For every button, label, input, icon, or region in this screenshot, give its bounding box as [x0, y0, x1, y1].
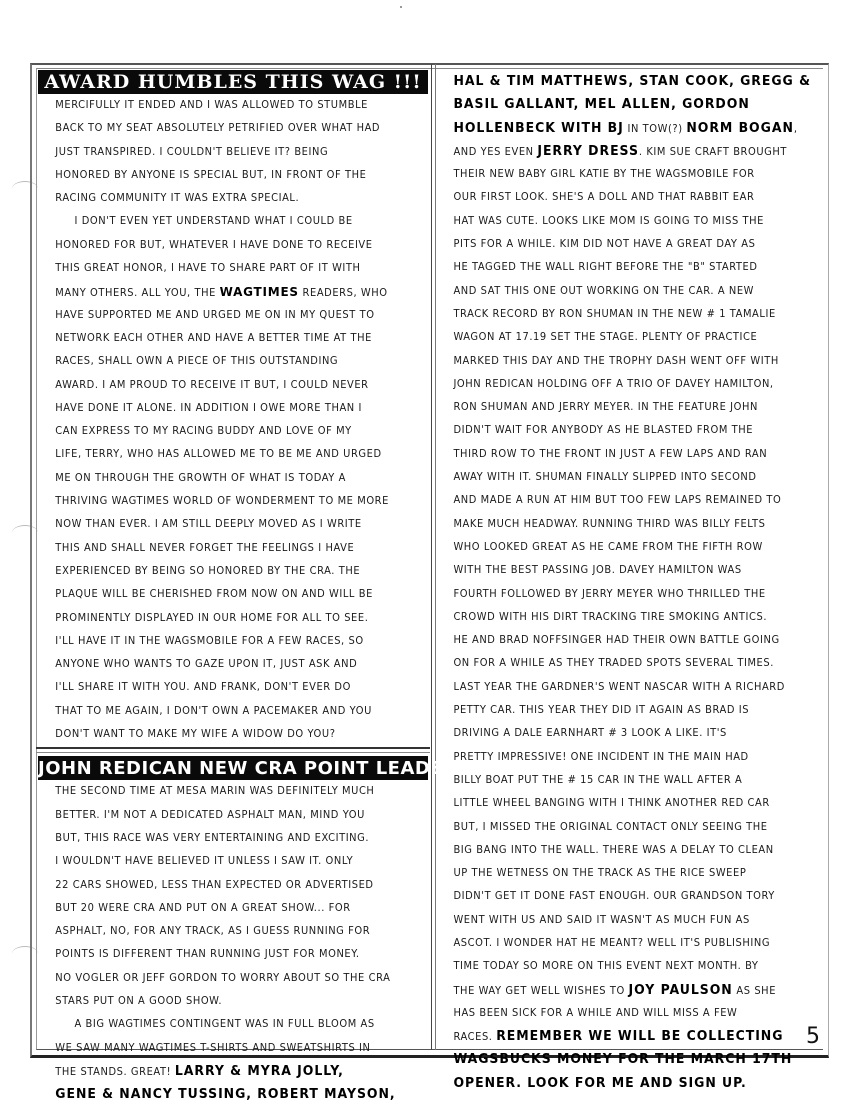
article-separator — [36, 747, 430, 753]
right-column — [440, 70, 822, 1095]
bold-names: HAL & TIM MATTHEWS, STAN COOK, GREGG & — [453, 74, 811, 89]
text-line: BUT, I MISSED THE ORIGINAL CONTACT ONLY SEEING THE — [453, 820, 768, 833]
text-line: RACES, SHALL OWN A PIECE OF THIS OUTSTANDING — [55, 355, 339, 368]
wagsbucks-announcement: WAGSBUCKS MONEY FOR THE MARCH 17TH — [453, 1052, 793, 1068]
text-line: AND MADE A RUN AT HIM BUT TOO FEW LAPS REMAINED TO — [453, 494, 782, 507]
text-line: LIFE, TERRY, WHO HAS ALLOWED ME TO BE ME AND URGED — [55, 448, 382, 461]
bold-names: HOLLENBECK WITH BJ — [453, 120, 624, 136]
text-line: MAKE MUCH HEADWAY. RUNNING THIRD WAS BILLY FELTS — [453, 517, 766, 530]
text-line: HAVE DONE IT ALONE. IN ADDITION I OWE MORE THAN I — [55, 401, 362, 414]
text-line: DIDN'T GET IT DONE FAST ENOUGH. OUR GRANDSON TORY — [453, 890, 775, 903]
column-divider — [431, 64, 436, 1050]
text-fragment: , — [793, 122, 798, 135]
text-line: DON'T WANT TO MAKE MY WIFE A WIDOW DO YOU? — [55, 728, 336, 741]
left-column — [38, 70, 458, 1106]
text-line: NOW THAN EVER. I AM STILL DEEPLY MOVED AS I WRITE — [55, 518, 362, 531]
text-line: I DON'T EVEN YET UNDERSTAND WHAT I COULD BE — [74, 215, 353, 228]
text-line: HAT WAS CUTE. LOOKS LIKE MOM IS GOING TO MISS THE — [453, 214, 764, 227]
text-line: BACK TO MY SEAT ABSOLUTELY PETRIFIED OVER WHAT HAD — [55, 122, 381, 135]
text-line: CROWD WITH HIS DIRT TRACKING TIRE SMOKING ANTICS. — [453, 610, 768, 623]
text-line: WITH THE BEST PASSING JOB. DAVEY HAMILTON WAS — [453, 564, 742, 577]
page-number: 5 — [806, 1024, 820, 1049]
text-line: THIRD ROW TO THE FRONT IN JUST A FEW LAPS AND RAN — [453, 447, 768, 460]
text-line: WE SAW MANY WAGTIMES T-SHIRTS AND SWEATSHIRTS IN — [55, 1041, 371, 1054]
text-line: WENT WITH US AND SAID IT WASN'T AS MUCH FUN AS — [453, 913, 750, 926]
text-fragment: . KIM SUE CRAFT BROUGHT — [638, 145, 788, 158]
text-line: FOURTH FOLLOWED BY JERRY MEYER WHO THRILLED THE — [453, 587, 766, 600]
article-continued-body — [440, 70, 811, 1095]
text-line: AWARD. I AM PROUD TO RECEIVE IT BUT, I COULD NEVER — [55, 378, 369, 391]
text-line: UP THE WETNESS ON THE TRACK AS THE RICE SWEEP — [453, 867, 747, 880]
article-award-body — [38, 94, 412, 746]
text-line: THIS AND SHALL NEVER FORGET THE FEELINGS I HAVE — [55, 541, 355, 554]
text-line: THAT TO ME AGAIN, I DON'T OWN A PACEMAKER AND YOU — [55, 704, 372, 717]
text-line: MARKED THIS DAY AND THE TROPHY DASH WENT OFF WITH — [453, 354, 779, 367]
headline-john-redican: JOHN REDICAN NEW CRA POINT LEADER — [38, 758, 458, 780]
text-line: RACING COMMUNITY IT WAS EXTRA SPECIAL. — [55, 192, 300, 205]
headline-award-humbles: AWARD HUMBLES THIS WAG !!! — [38, 70, 428, 94]
text-line: ON FOR A WHILE AS THEY TRADED SPOTS SEVERAL TIMES. — [453, 657, 774, 670]
text-line: LITTLE WHEEL BANGING WITH I THINK ANOTHER RED CAR — [453, 797, 770, 810]
text-line — [55, 280, 406, 303]
text-line — [55, 1060, 406, 1083]
text-line: THRIVING WAGTIMES WORLD OF WONDERMENT TO ME MORE — [55, 495, 389, 508]
wagtimes-bold-name: WAGTIMES — [219, 284, 299, 300]
text-line: PLAQUE WILL BE CHERISHED FROM NOW ON AND WILL BE — [55, 588, 373, 601]
text-fragment: READERS, WHO — [298, 287, 388, 300]
text-line: EXPERIENCED BY BEING SO HONORED BY THE CRA. THE — [55, 564, 361, 577]
text-line: ANYONE WHO WANTS TO GAZE UPON IT, JUST ASK AND — [55, 658, 358, 671]
text-line: PITS FOR A WHILE. KIM DID NOT HAVE A GREAT DAY AS — [453, 238, 756, 251]
text-line: CAN EXPRESS TO MY RACING BUDDY AND LOVE OF MY — [55, 425, 352, 438]
text-fragment: AND YES EVEN — [453, 145, 538, 158]
text-line: HAS BEEN SICK FOR A WHILE AND WILL MISS A FEW — [453, 1006, 738, 1019]
text-line: JUST TRANSPIRED. I COULDN'T BELIEVE IT? BEING — [55, 145, 329, 158]
text-line: THIS GREAT HONOR, I HAVE TO SHARE PART OF IT WITH — [55, 262, 361, 275]
text-line: MERCIFULLY IT ENDED AND I WAS ALLOWED TO STUMBLE — [55, 99, 368, 111]
text-line: AND SAT THIS ONE OUT WORKING ON THE CAR. A NEW — [453, 284, 755, 297]
wagsbucks-announcement: OPENER. LOOK FOR ME AND SIGN UP. — [453, 1075, 747, 1091]
text-line: NETWORK EACH OTHER AND HAVE A BETTER TIME AT THE — [55, 331, 372, 344]
text-fragment: AS SHE — [732, 984, 777, 997]
text-line: HE TAGGED THE WALL RIGHT BEFORE THE "B" STARTED — [453, 261, 758, 274]
text-line — [453, 1072, 801, 1095]
text-line: RON SHUMAN AND JERRY MEYER. IN THE FEATURE JOHN — [453, 401, 758, 414]
text-line — [453, 1025, 801, 1048]
text-line: BUT 20 WERE CRA AND PUT ON A GREAT SHOW... FOR — [55, 901, 351, 914]
article-redican-body — [38, 780, 412, 1106]
text-line: I WOULDN'T HAVE BELIEVED IT UNLESS I SAW IT. ONLY — [55, 855, 354, 868]
text-line: POINTS IS DIFFERENT THAN RUNNING JUST FOR MONEY. — [55, 948, 360, 961]
text-line: OUR FIRST LOOK. SHE'S A DOLL AND THAT RABBIT EAR — [453, 191, 755, 204]
text-line: AWAY WITH IT. SHUMAN FINALLY SLIPPED INTO SECOND — [453, 471, 757, 484]
bold-names: NORM BOGAN — [686, 120, 794, 136]
text-line: PROMINENTLY DISPLAYED IN OUR HOME FOR ALL TO SEE. — [55, 611, 369, 624]
text-fragment: THE STANDS. GREAT! — [55, 1065, 175, 1078]
text-line: DRIVING A DALE EARNHART # 3 LOOK A LIKE. IT'S — [453, 727, 727, 740]
text-line — [453, 979, 801, 1002]
text-fragment: RACES. — [453, 1031, 497, 1044]
text-line — [453, 140, 801, 163]
text-line: NO VOGLER OR JEFF GORDON TO WORRY ABOUT SO THE CRA — [55, 971, 391, 984]
text-line: I'LL HAVE IT IN THE WAGSMOBILE FOR A FEW RACES, SO — [55, 634, 364, 647]
bold-names: BASIL GALLANT, MEL ALLEN, GORDON — [453, 97, 750, 113]
text-line: TRACK RECORD BY RON SHUMAN IN THE NEW # 1 TAMALIE — [453, 307, 776, 320]
text-line: THEIR NEW BABY GIRL KATIE BY THE WAGSMOBILE FOR — [453, 168, 755, 181]
text-line: ME ON THROUGH THE GROWTH OF WHAT IS TODAY A — [55, 471, 346, 484]
scan-speck — [400, 6, 402, 8]
text-line: ASCOT. I WONDER HAT HE MEANT? WELL IT'S PUBLISHING — [453, 936, 771, 949]
text-line: 22 CARS SHOWED, LESS THAN EXPECTED OR ADVERTISED — [55, 878, 374, 891]
text-line: I'LL SHARE IT WITH YOU. AND FRANK, DON'T EVER DO — [55, 681, 351, 694]
text-line: STARS PUT ON A GOOD SHOW. — [55, 994, 223, 1007]
text-fragment: THE WAY GET WELL WISHES TO — [453, 984, 629, 997]
text-line: A BIG WAGTIMES CONTINGENT WAS IN FULL BLOOM AS — [74, 1018, 375, 1031]
bold-names: JOY PAULSON — [628, 982, 733, 998]
text-line: BILLY BOAT PUT THE # 15 CAR IN THE WALL AFTER A — [453, 773, 743, 786]
text-line: JOHN REDICAN HOLDING OFF A TRIO OF DAVEY HAMILTON, — [453, 377, 774, 390]
text-line: HAVE SUPPORTED ME AND URGED ME ON IN MY QUEST TO — [55, 308, 375, 321]
text-line — [453, 117, 801, 140]
text-line: HE AND BRAD NOFFSINGER HAD THEIR OWN BATTLE GOING — [453, 634, 780, 647]
text-line: PRETTY IMPRESSIVE! ONE INCIDENT IN THE MAIN HAD — [453, 750, 749, 763]
bold-names: GENE & NANCY TUSSING, ROBERT MAYSON, — [55, 1087, 396, 1103]
wagsbucks-announcement: REMEMBER WE WILL BE COLLECTING — [496, 1029, 784, 1045]
text-line: THE SECOND TIME AT MESA MARIN WAS DEFINITELY MUCH — [55, 785, 375, 798]
text-line — [453, 70, 811, 93]
text-line — [453, 1048, 801, 1071]
text-line: HONORED FOR BUT, WHATEVER I HAVE DONE TO RECEIVE — [55, 238, 373, 251]
text-line: BETTER. I'M NOT A DEDICATED ASPHALT MAN, MIND YOU — [55, 808, 365, 821]
text-line: DIDN'T WAIT FOR ANYBODY AS HE BLASTED FROM THE — [453, 424, 754, 437]
text-line — [55, 1083, 406, 1106]
bold-names: JERRY DRESS — [537, 143, 639, 159]
text-line: TIME TODAY SO MORE ON THIS EVENT NEXT MONTH. BY — [453, 960, 759, 973]
text-line: PETTY CAR. THIS YEAR THEY DID IT AGAIN AS BRAD IS — [453, 704, 750, 717]
text-line: WHO LOOKED GREAT AS HE CAME FROM THE FIFTH ROW — [453, 540, 763, 553]
text-line: ASPHALT, NO, FOR ANY TRACK, AS I GUESS RUNNING FOR — [55, 925, 371, 938]
text-line: HONORED BY ANYONE IS SPECIAL BUT, IN FRONT OF THE — [55, 168, 367, 181]
text-line: LAST YEAR THE GARDNER'S WENT NASCAR WITH A RICHARD — [453, 680, 785, 693]
text-fragment: IN TOW(?) — [623, 122, 687, 135]
text-line: BUT, THIS RACE WAS VERY ENTERTAINING AND EXCITING. — [55, 831, 370, 844]
text-line: WAGON AT 17.19 SET THE STAGE. PLENTY OF PRACTICE — [453, 331, 758, 344]
bold-names: LARRY & MYRA JOLLY, — [174, 1063, 344, 1079]
text-line — [453, 93, 801, 116]
text-line: BIG BANG INTO THE WALL. THERE WAS A DELAY TO CLEAN — [453, 843, 774, 856]
text-fragment: MANY OTHERS. ALL YOU, THE — [55, 287, 220, 300]
